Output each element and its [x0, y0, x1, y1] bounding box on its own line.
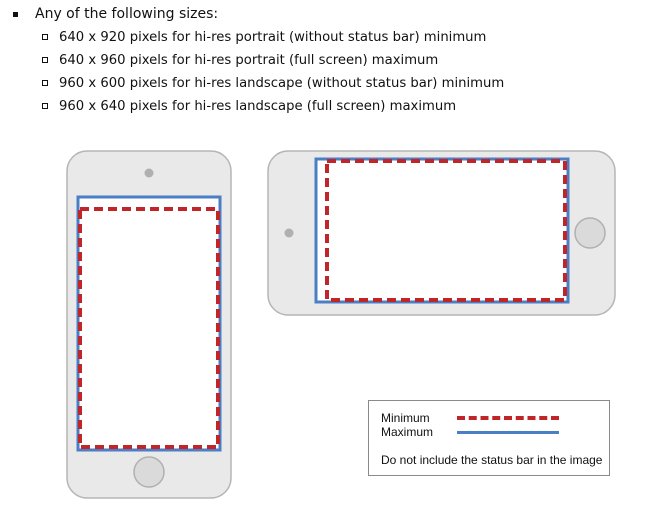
portrait-device — [67, 151, 231, 498]
size-requirements-text: Any of the following sizes: — [35, 6, 219, 22]
legend-maximum-swatch — [457, 431, 559, 434]
landscape-home-button-icon — [575, 218, 605, 248]
size-option-text: 640 x 920 pixels for hi-res portrait (without status bar) minimum — [59, 30, 487, 45]
size-option-text: 960 x 600 pixels for hi-res landscape (without status bar) minimum — [59, 76, 505, 91]
legend-minimum-row — [381, 411, 430, 425]
portrait-camera-icon — [145, 169, 154, 178]
portrait-home-button-icon — [134, 457, 164, 487]
size-option-text: 640 x 960 pixels for hi-res portrait (full screen) maximum — [59, 53, 439, 68]
portrait-screen — [78, 197, 220, 450]
legend-note: Do not include the status bar in the image — [381, 453, 603, 467]
legend-maximum-label: Maximum — [381, 425, 434, 439]
landscape-camera-icon — [285, 229, 294, 238]
legend-minimum-label: Minimum — [381, 411, 430, 425]
legend-box — [368, 400, 610, 476]
legend-minimum-swatch — [457, 416, 559, 420]
landscape-screen — [316, 159, 568, 302]
legend-maximum-row — [381, 425, 433, 439]
landscape-device — [268, 151, 615, 315]
size-option-text: 960 x 640 pixels for hi-res landscape (full screen) maximum — [59, 99, 457, 114]
